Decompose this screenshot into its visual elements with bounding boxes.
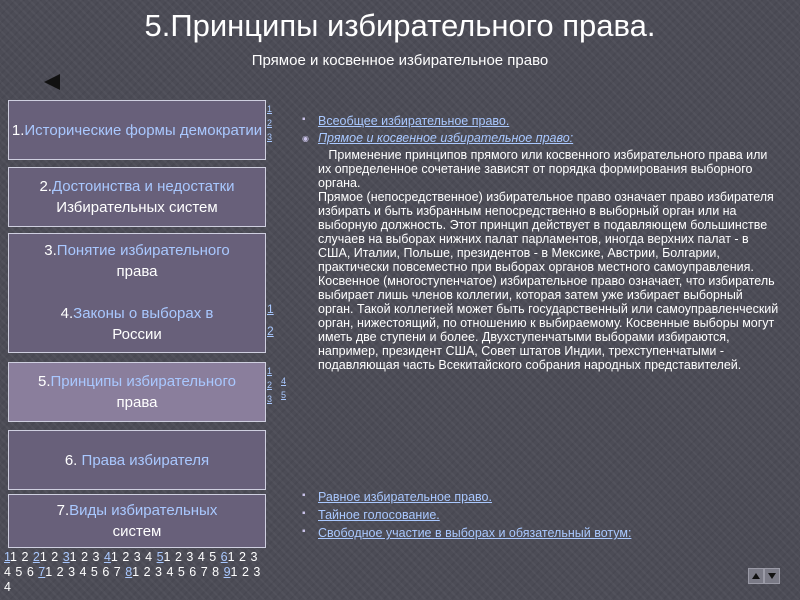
sub-link-1-3[interactable]: 3 <box>267 132 273 142</box>
sidebar-item-tail: России <box>112 326 162 343</box>
footer-text: 1 2 3 <box>69 550 104 564</box>
footer-link-6[interactable]: 6 <box>220 550 228 564</box>
sidebar-item-number: 6. <box>64 451 82 469</box>
footer-link-7[interactable]: 7 <box>38 565 46 579</box>
sidebar-item-link[interactable]: Принципы избирательного <box>50 373 236 390</box>
link-direct-indirect-suffrage[interactable]: Прямое и косвенное избирательное право: <box>318 131 574 145</box>
footer-link-5[interactable]: 5 <box>156 550 164 564</box>
page-subtitle: Прямое и косвенное избирательное право <box>251 52 549 69</box>
sub-link-5-5[interactable]: 5 <box>281 390 287 400</box>
sub-link-5-3[interactable]: 3 <box>267 394 273 404</box>
main-content-bottom <box>302 490 780 544</box>
footer-text: 1 2 <box>10 550 33 564</box>
footer-link-4[interactable]: 4 <box>103 550 111 564</box>
sub-link-4-1[interactable]: 1 <box>267 302 274 316</box>
footer-text: 1 2 <box>39 550 63 564</box>
back-arrow-icon[interactable] <box>44 74 60 90</box>
footer-link-9[interactable]: 9 <box>223 565 231 579</box>
triangle-up-icon <box>752 573 760 579</box>
sub-link-5-1[interactable]: 1 <box>267 366 273 376</box>
sidebar-item-tail: права <box>116 394 158 411</box>
sub-link-1-2[interactable]: 2 <box>267 118 273 128</box>
footer-link-2[interactable]: 2 <box>32 550 40 564</box>
sidebar-item-tail: Избирательных систем <box>56 199 218 216</box>
footer-index <box>4 550 266 595</box>
sidebar-item-4[interactable] <box>8 297 266 351</box>
footer-text: 1 2 3 4 5 <box>163 550 221 564</box>
sidebar-item-7[interactable] <box>8 494 266 548</box>
footer-text: 1 2 3 4 5 6 7 8 <box>132 565 224 579</box>
footer-text: 1 2 3 4 5 6 7 <box>45 565 126 579</box>
sidebar-item-link[interactable]: Понятие избирательного <box>56 242 230 259</box>
sidebar-item-number: 2. <box>39 178 52 195</box>
footer-link-3[interactable]: 3 <box>62 550 70 564</box>
list-item <box>302 526 780 540</box>
sidebar-item-6[interactable] <box>8 430 266 490</box>
sidebar-item-number: 3. <box>44 242 57 259</box>
sub-link-5-4[interactable]: 4 <box>281 376 287 386</box>
sidebar-item-link[interactable]: Виды избирательных <box>69 502 218 519</box>
sidebar-item-number: 1. <box>11 121 25 139</box>
sidebar-item-link[interactable]: Права избирателя <box>81 451 210 469</box>
list-item <box>302 508 780 522</box>
footer-link-8[interactable]: 8 <box>125 565 133 579</box>
list-item <box>302 114 780 128</box>
link-secret-ballot[interactable]: Тайное голосование. <box>318 508 440 522</box>
link-universal-suffrage[interactable]: Всеобщее избирательное право. <box>318 114 510 128</box>
footer-text: 1 2 3 4 <box>4 565 261 594</box>
footer-text: 1 2 3 4 5 6 <box>4 550 258 579</box>
sidebar-item-3[interactable] <box>8 235 266 287</box>
sidebar-item-1[interactable] <box>8 100 266 160</box>
sidebar-item-number: 7. <box>56 502 70 519</box>
sidebar-item-2[interactable] <box>8 167 266 227</box>
sidebar-item-tail: права <box>116 263 158 280</box>
scroll-up-button[interactable] <box>748 568 764 584</box>
sidebar-item-5[interactable] <box>8 362 266 422</box>
sub-link-1-1[interactable]: 1 <box>267 104 273 114</box>
footer-link-1[interactable]: 1 <box>4 550 11 564</box>
list-item <box>302 131 780 145</box>
sidebar-item-link[interactable]: Законы о выборах в <box>73 305 214 322</box>
link-equal-suffrage[interactable]: Равное избирательное право. <box>318 490 492 504</box>
triangle-down-icon <box>768 573 776 579</box>
page-title: 5.Принципы избирательного права. <box>144 8 656 43</box>
sidebar-item-number: 4. <box>60 305 74 322</box>
sub-link-5-2[interactable]: 2 <box>267 380 273 390</box>
sidebar-item-tail: систем <box>112 523 162 540</box>
scroll-down-button[interactable] <box>764 568 780 584</box>
list-item <box>302 490 780 504</box>
sidebar-item-link[interactable]: Достоинства и недостатки <box>51 178 235 195</box>
sidebar-item-number: 5. <box>38 373 51 390</box>
body-paragraph: Применение принципов прямого или косвенного избирательного права или их определенное сочетание зависят от порядка формирования выборного органа. Прямое (непосредственное) избирательное право означает право избирателя избирать и быть избранным непосредственно в выборный орган или на выборную должность. Этот принцип действует в подавляющем большинстве случаев на выборах нижних палат парламентов, иногда верхних палат - в США, Италии, Польше, президентов - в Мексике, Австрии, Болгарии, практически повсеместно при выборах органов местного самоуправления. Косвенное (многоступенчатое) избирательное право означает, что избиратель выбирает лишь членов коллегии, которая затем уже избирает выборный орган. Такой коллегией может быть государственный или самоуправленческий орган, нижестоящий, по отношению к выбираемому. Косвенные выборы могут иметь две ступени и более. Двухступенчатыми выборами избираются, например, президент США, Совет штатов Индии, трехступенчатыми - подавляющая часть Всекитайского собрания народных представителей. <box>318 148 779 372</box>
footer-text: 1 2 3 4 <box>110 550 157 564</box>
sub-link-4-2[interactable]: 2 <box>267 324 274 338</box>
sidebar-item-link[interactable]: Исторические формы демократии <box>24 121 263 139</box>
link-free-participation[interactable]: Свободное участие в выборах и обязательный вотум: <box>318 526 632 540</box>
main-content <box>302 114 780 372</box>
